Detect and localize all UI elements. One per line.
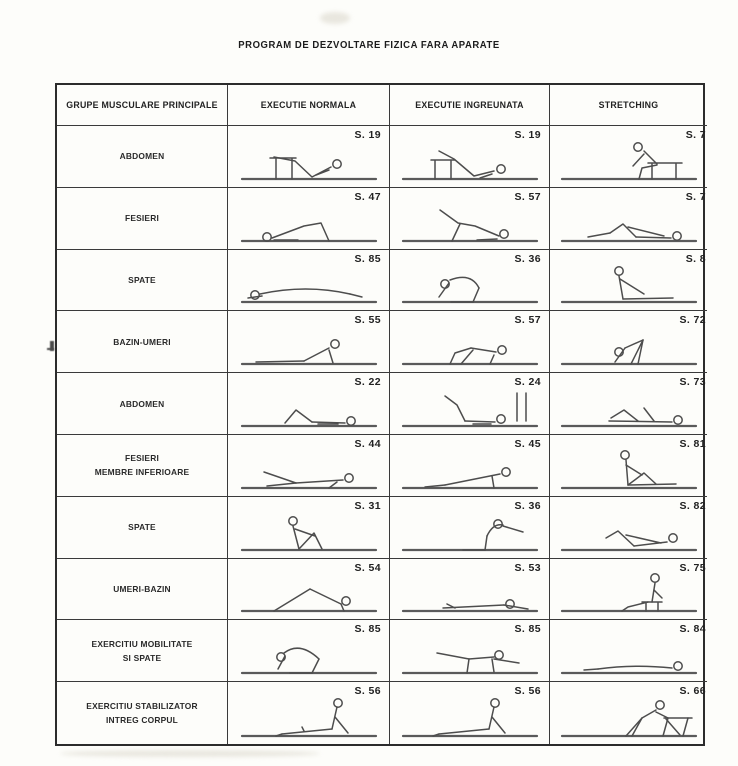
muscle-group-label: FESIERI: [125, 453, 159, 464]
figure-kneeling-rounded-back-icon: [234, 628, 384, 680]
exercise-cell: [228, 311, 390, 373]
page-ref: S. 55: [354, 314, 381, 327]
muscle-group-label: BAZIN-UMERI: [113, 336, 171, 347]
figure-seated-forward-fold-icon: [554, 257, 704, 309]
exercise-cell: [550, 497, 707, 559]
muscle-group-label: EXERCITIU MOBILITATE: [91, 638, 193, 649]
exercise-cell: [228, 250, 390, 312]
page-ref: S. 82: [679, 499, 706, 512]
page-ref: S. 36: [514, 252, 541, 265]
figure-standing-forward-bend-icon: [554, 319, 704, 371]
exercise-cell: [550, 559, 707, 621]
column-header-muscle-groups: GRUPE MUSCULARE PRINCIPALE: [57, 85, 228, 126]
page-ref: S. 22: [354, 376, 381, 389]
page-ref: S. 73: [679, 376, 706, 389]
exercise-cell: [228, 435, 390, 497]
muscle-group-label-line2: INTREG CORPUL: [106, 715, 178, 726]
page-ref: S. 54: [354, 561, 381, 574]
page-ref: S. 47: [354, 190, 381, 203]
figure-side-plank-icon: [395, 443, 545, 495]
figure-prone-superman-icon: [234, 257, 384, 309]
exercise-cell: [390, 311, 550, 373]
muscle-group-cell: [57, 559, 228, 621]
muscle-group-label: EXERCITIU STABILIZATOR: [86, 701, 198, 712]
figure-lying-twist-stretch-icon: [554, 381, 704, 433]
exercise-cell: [228, 682, 390, 744]
page-ref: S. 24: [514, 376, 541, 389]
figure-reverse-bridge-icon: [395, 319, 545, 371]
exercise-cell: [550, 373, 707, 435]
column-header-normal-execution: EXECUTIE NORMALA: [228, 85, 390, 126]
figure-kneeling-forward-fold-icon: [395, 257, 545, 309]
figure-lying-flat-stretch-icon: [554, 628, 704, 680]
figure-cobra-press-up-icon: [234, 319, 384, 371]
muscle-group-cell: [57, 497, 228, 559]
figure-prone-arms-forward-icon: [395, 566, 545, 618]
figure-glute-bridge-icon: [234, 196, 384, 248]
exercise-cell: [228, 126, 390, 188]
page-title: PROGRAM DE DEZVOLTARE FIZICA FARA APARATE: [238, 39, 500, 52]
page-ref: S. 85: [354, 252, 381, 265]
page-ref: S. 31: [354, 499, 381, 512]
page-ref: S. 57: [514, 190, 541, 203]
exercise-cell: [550, 435, 707, 497]
exercise-cell: [228, 188, 390, 250]
exercise-cell: [550, 250, 707, 312]
figure-crunch-legs-raised-icon: [395, 134, 545, 186]
figure-knees-to-chest-stretch-icon: [554, 196, 704, 248]
figure-seated-knee-hug-icon: [234, 505, 384, 557]
exercise-cell: [390, 250, 550, 312]
page-ref: S. 19: [354, 129, 381, 141]
muscle-group-cell: [57, 373, 228, 435]
muscle-group-label-line2: MEMBRE INFERIOARE: [94, 467, 190, 478]
figure-bridge-leg-raised-icon: [395, 196, 545, 248]
muscle-group-label-line2: SI SPATE: [122, 652, 162, 663]
figure-l-sit-legs-extended-icon: [234, 691, 384, 743]
figure-l-sit-legs-extended-icon: [395, 691, 545, 743]
muscle-group-label: ABDOMEN: [119, 151, 165, 162]
scan-smudge-bottom: [60, 750, 320, 757]
muscle-group-label: SPATE: [128, 274, 156, 285]
figure-side-leg-raise-icon: [234, 443, 384, 495]
column-header-weighted-execution: EXECUTIE INGREUNATA: [390, 85, 550, 126]
exercise-program-table: [55, 83, 705, 746]
muscle-group-cell: [57, 435, 228, 497]
muscle-group-label: SPATE: [128, 522, 156, 533]
exercise-cell: [550, 126, 707, 188]
page-ref: S. 56: [354, 685, 381, 698]
exercise-cell: [390, 126, 550, 188]
page-ref: S. 19: [514, 129, 541, 141]
page-ref: S. 7: [685, 129, 706, 141]
exercise-cell: [550, 311, 707, 373]
page-ref: S. 81: [679, 437, 706, 450]
exercise-cell: [228, 620, 390, 682]
exercise-cell: [390, 497, 550, 559]
page-ref: S. 53: [514, 561, 541, 574]
exercise-cell: [390, 435, 550, 497]
figure-seated-low-support-icon: [554, 566, 704, 618]
figure-supine-knee-hug-icon: [554, 505, 704, 557]
exercise-cell: [390, 188, 550, 250]
exercise-cell: [228, 373, 390, 435]
figure-kneeling-reach-forward-icon: [395, 505, 545, 557]
exercise-cell: [550, 682, 707, 744]
page-ref: S. 72: [679, 314, 706, 327]
exercise-cell: [228, 497, 390, 559]
page-ref: S. 7: [685, 190, 706, 203]
exercise-cell: [390, 620, 550, 682]
figure-supine-legs-raised-icon: [395, 381, 545, 433]
figure-seated-bench-forward-bend-icon: [554, 134, 704, 186]
muscle-group-cell: [57, 126, 228, 188]
muscle-group-cell: [57, 682, 228, 744]
muscle-group-cell: [57, 620, 228, 682]
page-ref: S. 8: [685, 252, 706, 265]
page-ref: S. 45: [514, 437, 541, 450]
exercise-cell: [550, 620, 707, 682]
muscle-group-cell: [57, 250, 228, 312]
figure-pike-downward-dog-icon: [234, 566, 384, 618]
exercise-cell: [390, 559, 550, 621]
page-ref: S. 44: [354, 437, 381, 450]
figure-seated-glute-stretch-icon: [554, 443, 704, 495]
exercise-cell: [228, 559, 390, 621]
exercise-cell: [390, 373, 550, 435]
scan-ink-mark: [47, 348, 54, 350]
muscle-group-cell: [57, 188, 228, 250]
figure-quadruped-leg-extension-icon: [395, 628, 545, 680]
figure-standing-lean-on-table-icon: [554, 691, 704, 743]
page-ref: S. 36: [514, 499, 541, 512]
muscle-group-cell: [57, 311, 228, 373]
muscle-group-label: FESIERI: [125, 213, 159, 224]
exercise-cell: [550, 188, 707, 250]
muscle-group-label: UMERI-BAZIN: [113, 583, 171, 594]
scan-smudge-top: [320, 12, 350, 24]
page-ref: S. 56: [514, 685, 541, 698]
page-ref: S. 66: [679, 685, 706, 698]
muscle-group-label: ABDOMEN: [119, 398, 165, 409]
page-ref: S. 85: [514, 623, 541, 636]
page-ref: S. 84: [679, 623, 706, 636]
page-ref: S. 85: [354, 623, 381, 636]
page-ref: S. 75: [679, 561, 706, 574]
page-ref: S. 57: [514, 314, 541, 327]
exercise-cell: [390, 682, 550, 744]
figure-supine-knees-bent-icon: [234, 381, 384, 433]
column-header-stretching: STRETCHING: [550, 85, 707, 126]
figure-crunch-legs-on-bench-icon: [234, 134, 384, 186]
